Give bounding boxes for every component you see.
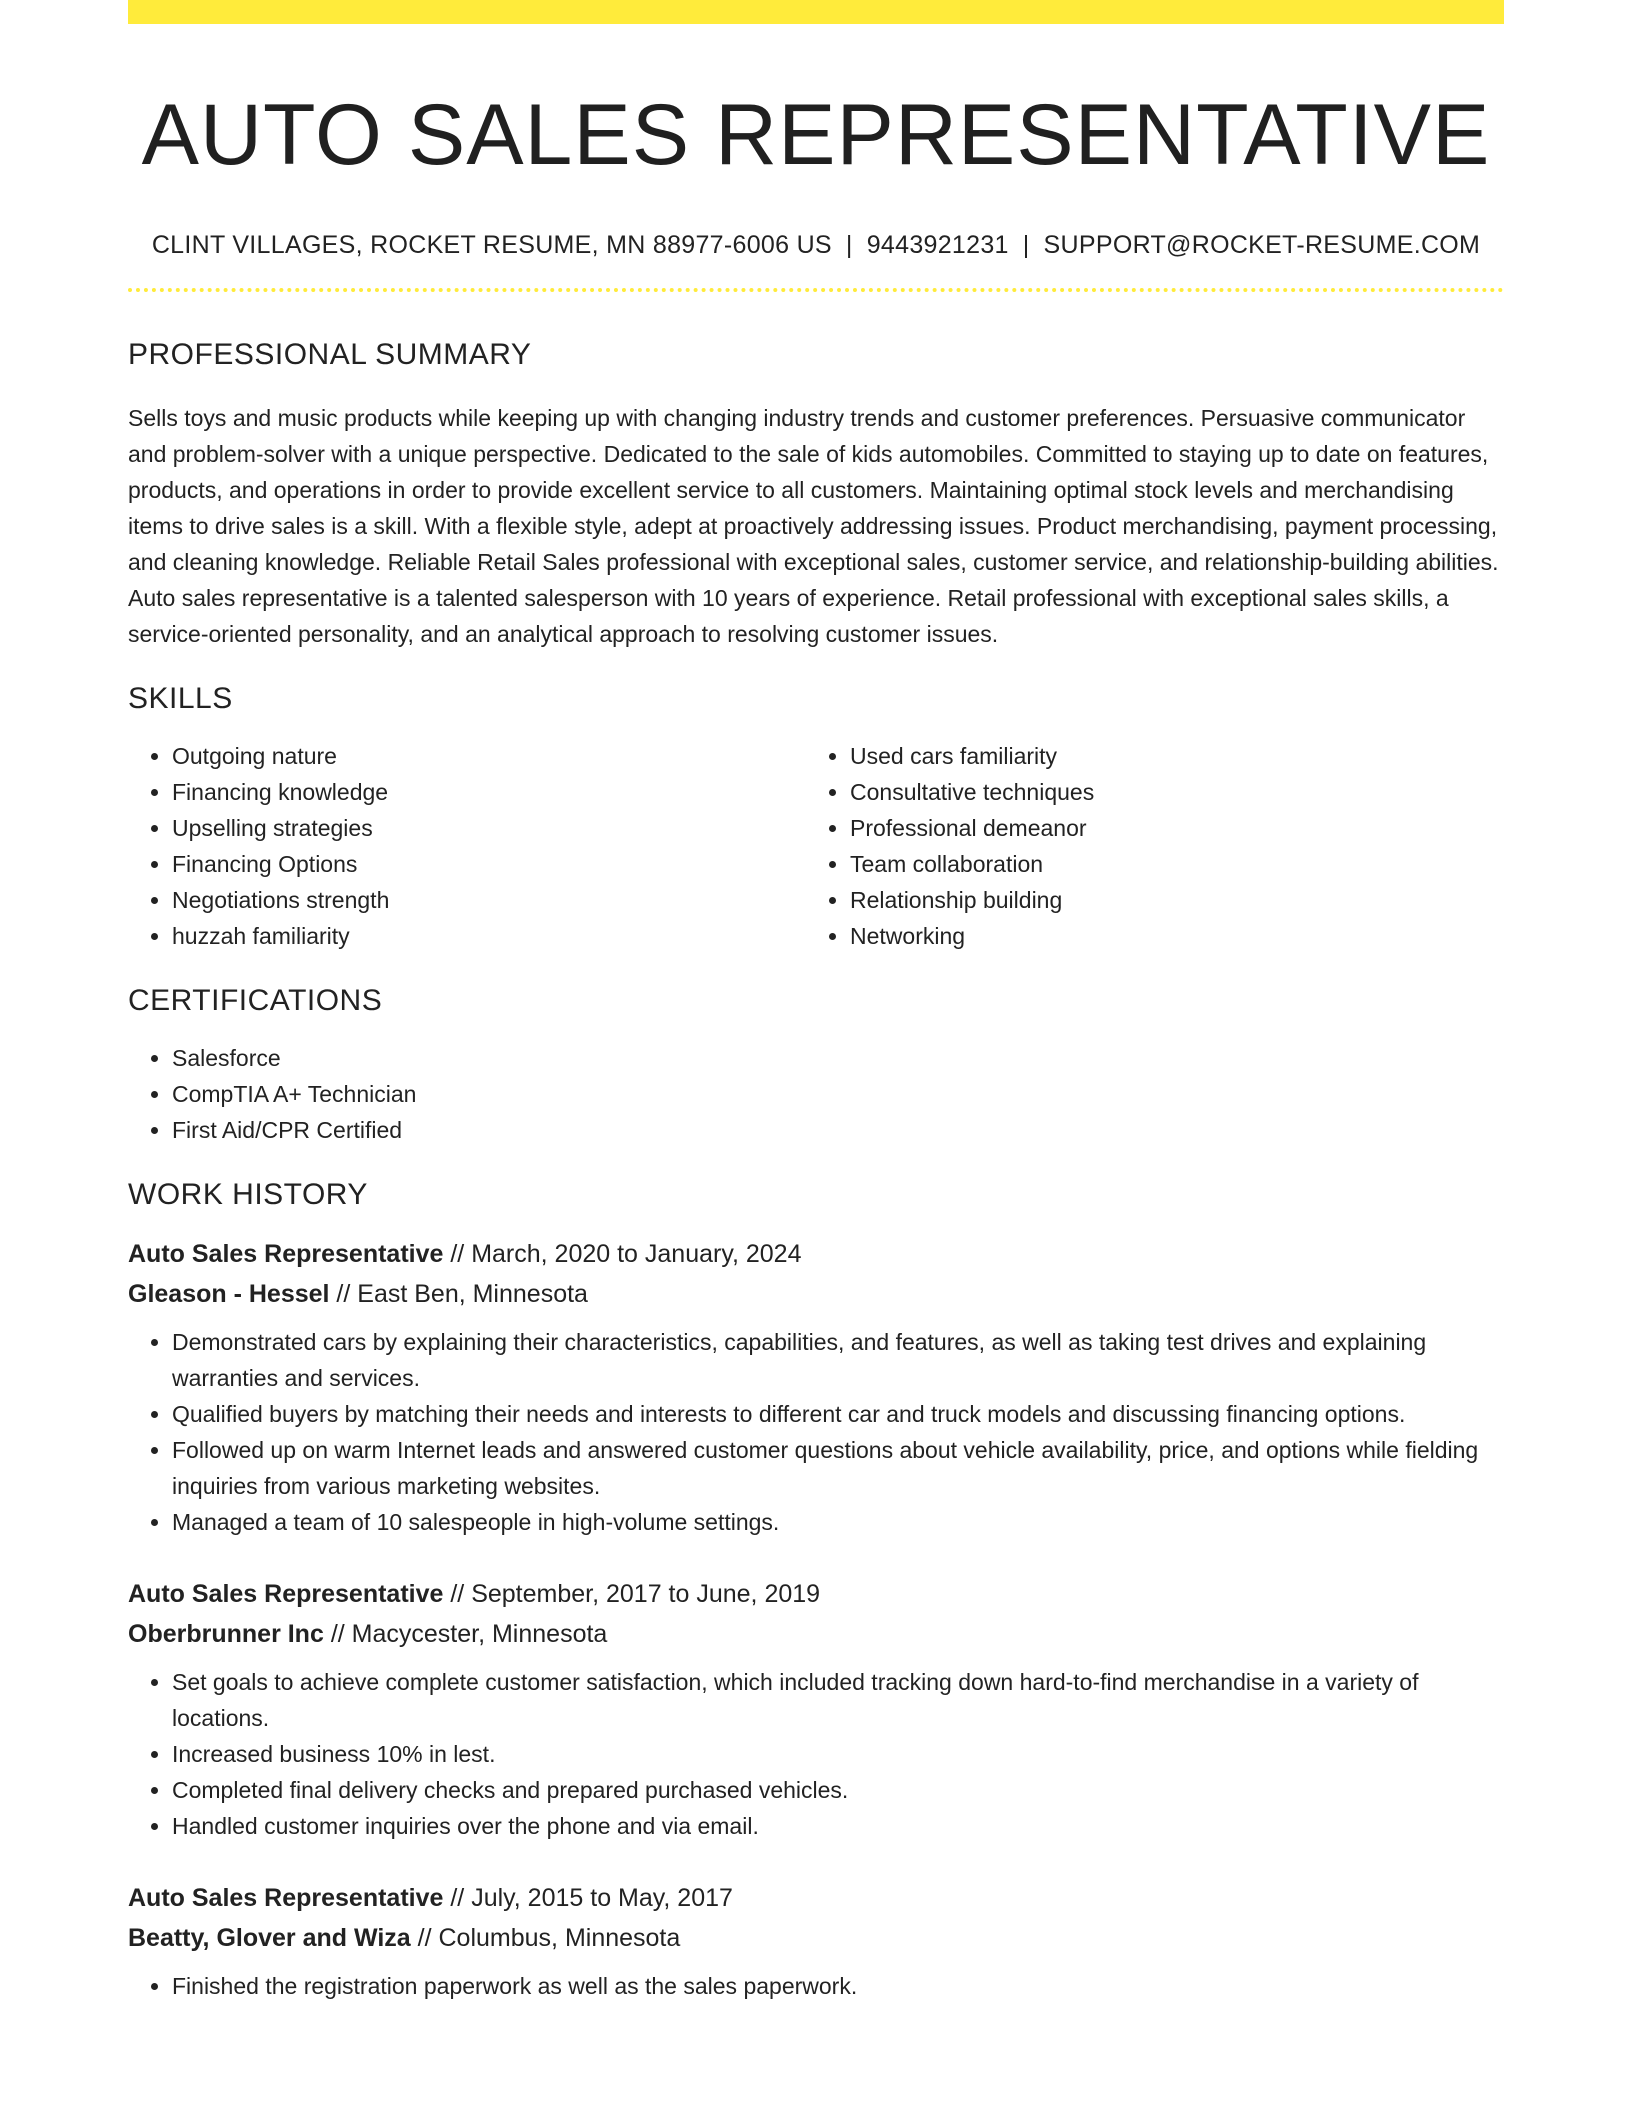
- job-bullets: [128, 1324, 1504, 1540]
- certification-item: • Salesforce: [172, 1040, 1504, 1076]
- skill-item: • Outgoing nature: [172, 738, 806, 774]
- job-dates: // March, 2020 to January, 2024: [443, 1240, 802, 1269]
- skill-item: • Financing Options: [172, 846, 806, 882]
- job-entry: [128, 1878, 1504, 2004]
- job-company-line: [128, 1918, 1504, 1958]
- summary-text: Sells toys and music products while keeping up with changing industry trends and customer preferences. Persuasive communicator and problem-solver with a unique perspective. Dedicated to the sale of kids automobiles. Committed to staying up to date on features, products, and operations in order to provide excellent service to all customers. Maintaining optimal stock levels and merchandising items to drive sales is a skill. With a flexible style, adept at proactively addressing issues. Product merchandising, payment processing, and cleaning knowledge. Reliable Retail Sales professional with exceptional sales, customer service, and relationship-building abilities. Auto sales representative is a talented salesperson with 10 years of experience. Retail professional with exceptional sales skills, a service-oriented personality, and an analytical approach to resolving customer issues.: [128, 405, 1499, 648]
- job-company-line: [128, 1614, 1504, 1654]
- contact-address: CLINT VILLAGES, ROCKET RESUME, MN 88977-6006 US: [151, 231, 832, 260]
- job-role: Auto Sales Representative: [128, 1580, 444, 1609]
- job-dates: // July, 2015 to May, 2017: [443, 1884, 733, 1913]
- job-bullet: • Handled customer inquiries over the phone and via email.: [172, 1808, 1504, 1844]
- skill-item: • Professional demeanor: [850, 810, 1484, 846]
- job-bullet: • Increased business 10% in lest.: [172, 1736, 1504, 1772]
- skills-heading: SKILLS: [128, 682, 233, 716]
- job-bullet: • Completed final delivery checks and prepared purchased vehicles.: [172, 1772, 1504, 1808]
- resume-page: [128, 0, 1504, 2004]
- job-role-line: [128, 1234, 1504, 1274]
- job-role-line: [128, 1878, 1504, 1918]
- job-bullet: • Set goals to achieve complete customer satisfaction, which included tracking down hard-to-find merchandise in a variety of locations.: [172, 1664, 1504, 1736]
- job-location: // Columbus, Minnesota: [410, 1924, 681, 1953]
- skill-item: • Consultative techniques: [850, 774, 1484, 810]
- certifications-list: [128, 1040, 1504, 1148]
- job-bullet: • Managed a team of 10 salespeople in high-volume settings.: [172, 1504, 1504, 1540]
- job-entry: [128, 1574, 1504, 1844]
- job-company: Oberbrunner Inc: [128, 1620, 324, 1649]
- top-accent-bar: [128, 0, 1504, 24]
- skill-item: • Used cars familiarity: [850, 738, 1484, 774]
- certifications-heading: CERTIFICATIONS: [128, 984, 383, 1018]
- dotted-divider: [128, 288, 1504, 292]
- resume-title: AUTO SALES REPRESENTATIVE: [141, 87, 1491, 183]
- job-bullet: • Finished the registration paperwork as well as the sales paperwork.: [172, 1968, 1504, 2004]
- job-location: // East Ben, Minnesota: [329, 1280, 588, 1309]
- job-company: Beatty, Glover and Wiza: [128, 1924, 411, 1953]
- job-bullets: [128, 1664, 1504, 1844]
- skill-item: • Team collaboration: [850, 846, 1484, 882]
- job-role-line: [128, 1574, 1504, 1614]
- skill-item: • Negotiations strength: [172, 882, 806, 918]
- job-entry: [128, 1234, 1504, 1540]
- job-bullet: • Followed up on warm Internet leads and answered customer questions about vehicle availability, price, and options while fielding inquiries from various marketing websites.: [172, 1432, 1504, 1504]
- job-role: Auto Sales Representative: [128, 1884, 444, 1913]
- summary-heading: PROFESSIONAL SUMMARY: [128, 338, 532, 372]
- job-dates: // September, 2017 to June, 2019: [443, 1580, 821, 1609]
- skills-right-list: [806, 738, 1484, 954]
- certification-item: • First Aid/CPR Certified: [172, 1112, 1504, 1148]
- work-history-heading: WORK HISTORY: [128, 1178, 368, 1212]
- job-bullet: • Qualified buyers by matching their needs and interests to different car and truck models and discussing financing options.: [172, 1396, 1504, 1432]
- job-company-line: [128, 1274, 1504, 1314]
- contact-email: SUPPORT@ROCKET-RESUME.COM: [1043, 231, 1481, 260]
- certification-item: • CompTIA A+ Technician: [172, 1076, 1504, 1112]
- skills-left-list: [128, 738, 806, 954]
- job-bullet: • Demonstrated cars by explaining their characteristics, capabilities, and features, as well as taking test drives and explaining warranties and services.: [172, 1324, 1504, 1396]
- skills-columns: [128, 738, 1504, 954]
- skill-item: • Financing knowledge: [172, 774, 806, 810]
- contact-separator: |: [1022, 231, 1030, 260]
- job-bullets: [128, 1968, 1504, 2004]
- contact-separator: |: [845, 231, 853, 260]
- job-location: // Macycester, Minnesota: [323, 1620, 608, 1649]
- job-company: Gleason - Hessel: [128, 1280, 330, 1309]
- skill-item: • Upselling strategies: [172, 810, 806, 846]
- skill-item: • huzzah familiarity: [172, 918, 806, 954]
- job-role: Auto Sales Representative: [128, 1240, 444, 1269]
- skill-item: • Relationship building: [850, 882, 1484, 918]
- contact-line: [128, 231, 1504, 260]
- skill-item: • Networking: [850, 918, 1484, 954]
- contact-phone: 9443921231: [866, 231, 1009, 260]
